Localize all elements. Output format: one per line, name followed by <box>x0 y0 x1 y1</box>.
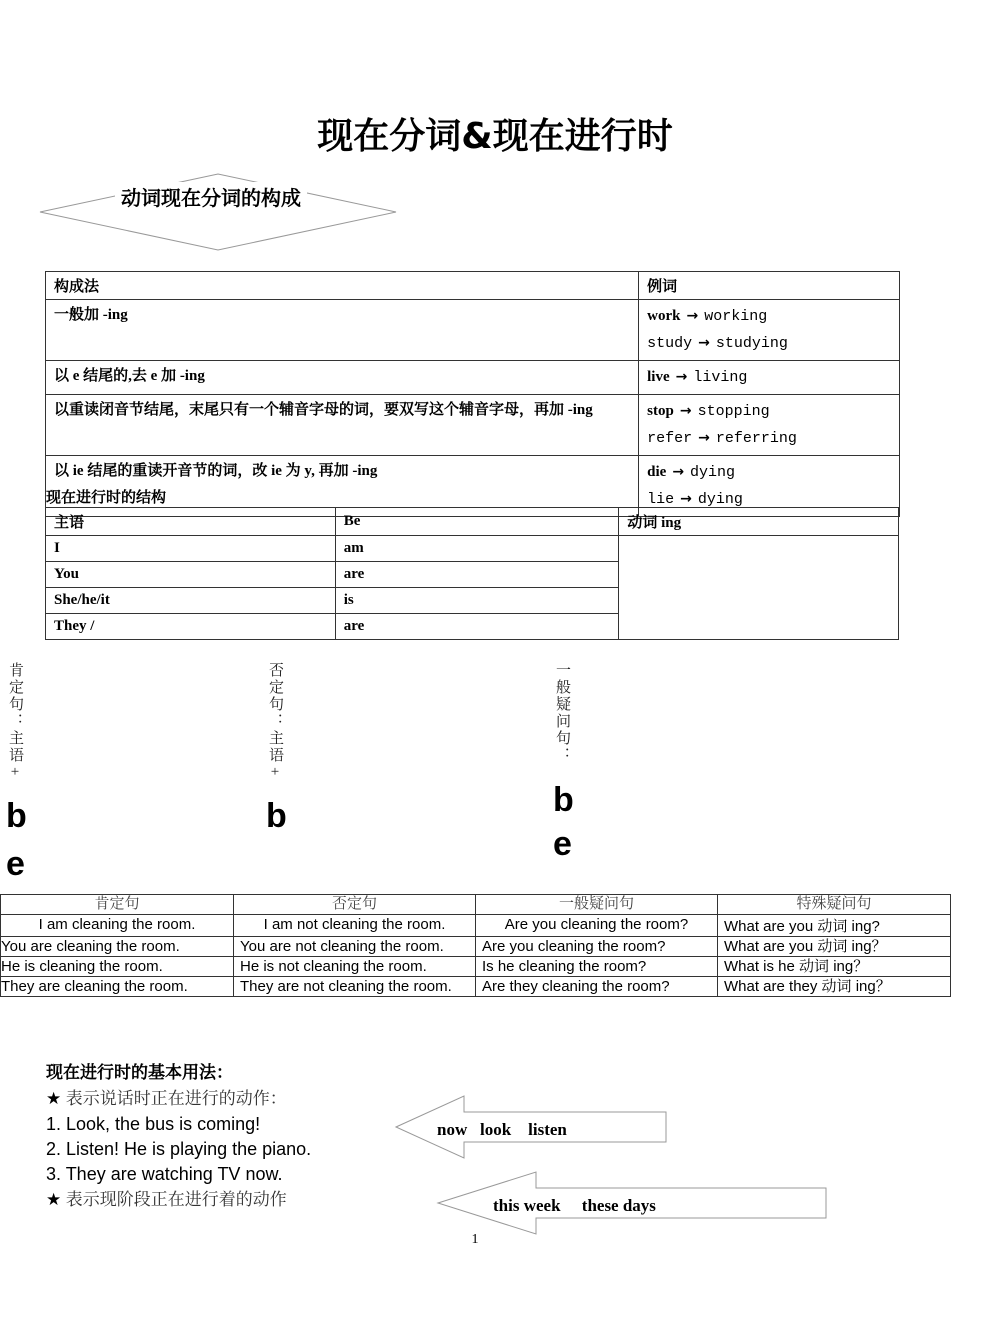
example-base: refer <box>647 430 693 447</box>
wh-question-cell: What are you 动词 ing? <box>718 915 951 937</box>
example-base: die <box>647 464 667 480</box>
table-header-method: 构成法 <box>46 272 639 300</box>
table-header-example: 例词 <box>639 272 900 300</box>
question-cell: Are you cleaning the room? <box>476 915 718 937</box>
affirmative-vertical-label <box>6 662 28 792</box>
affirmative-cell: They are cleaning the room. <box>1 977 234 997</box>
usage-point-1-text: 表示说话时正在进行的动作： <box>65 1089 287 1109</box>
table-row <box>1 937 951 957</box>
table-header-row <box>1 895 951 915</box>
star-icon: ★ <box>46 1089 62 1109</box>
example-base: work <box>647 308 681 324</box>
question-glyph-b: b <box>553 781 574 819</box>
rule-cell: 以 e 结尾的,去 e 加 -ing <box>46 361 639 395</box>
example-ing: dying <box>690 464 736 481</box>
wh-question-cell: What are they 动词 ing？ <box>718 977 951 997</box>
subject-cell: You <box>46 562 336 588</box>
example-item <box>647 398 891 425</box>
right-arrow-icon: → <box>698 335 710 351</box>
usage-point-2 <box>46 1187 311 1213</box>
table-header-subject: 主语 <box>46 508 336 536</box>
negative-vertical-label <box>266 662 288 792</box>
example-base: stop <box>647 403 674 419</box>
table-header-row <box>46 508 899 536</box>
negative-label-text: 否定句：主语+ <box>267 662 283 782</box>
example-base: live <box>647 369 670 385</box>
affirmative-cell: I am cleaning the room. <box>1 915 234 937</box>
page-title: 现在分词&现在进行时 <box>317 116 673 157</box>
table-row <box>46 300 900 361</box>
usage-example: 1. Look, the bus is coming! <box>46 1114 261 1134</box>
example-ing: working <box>704 308 768 325</box>
question-vertical-label <box>553 662 575 780</box>
affirmative-cell: You are cleaning the room. <box>1 937 234 957</box>
example-ing: living <box>693 369 748 386</box>
formation-table <box>45 271 900 517</box>
right-arrow-icon: → <box>680 491 692 507</box>
arrow-label-period-words: this week these days <box>493 1196 656 1215</box>
negative-cell: I am not cleaning the room. <box>234 915 476 937</box>
negative-cell: They are not cleaning the room. <box>234 977 476 997</box>
negative-cell: You are not cleaning the room. <box>234 937 476 957</box>
arrow-label-time-words: now look listen <box>437 1120 567 1139</box>
example-base: study <box>647 335 693 352</box>
subject-cell: She/he/it <box>46 588 336 614</box>
example-cell <box>639 300 900 361</box>
structure-heading: 现在进行时的结构 <box>46 490 167 506</box>
example-ing: studying <box>715 335 788 352</box>
example-item <box>647 364 891 391</box>
table-row <box>1 957 951 977</box>
example-item <box>647 303 891 330</box>
table-row <box>1 915 951 937</box>
example-item <box>647 459 891 486</box>
be-cell: are <box>335 614 619 640</box>
be-cell: is <box>335 588 619 614</box>
usage-example: 3. They are watching TV now. <box>46 1164 283 1184</box>
right-arrow-icon: → <box>679 403 692 419</box>
be-cell: am <box>335 536 619 562</box>
affirmative-label-text: 肯定句：主语+ <box>7 662 23 782</box>
affirmative-glyph-b: b <box>6 797 27 835</box>
right-arrow-icon: → <box>672 464 685 480</box>
verb-ing-cell <box>619 536 899 640</box>
wh-question-cell: What is he 动词 ing？ <box>718 957 951 977</box>
question-cell: Are you cleaning the room? <box>476 937 718 957</box>
affirmative-cell: He is cleaning the room. <box>1 957 234 977</box>
be-cell: are <box>335 562 619 588</box>
example-ing: referring <box>715 430 797 447</box>
question-glyph-e: e <box>553 825 572 863</box>
example-ing: dying <box>697 491 743 508</box>
negative-glyph-b: b <box>266 797 287 835</box>
page-number: 1 <box>471 1232 479 1247</box>
usage-heading: 现在进行时的基本用法： <box>46 1063 233 1083</box>
example-base: lie <box>647 491 675 508</box>
table-row <box>46 361 900 395</box>
usage-example: 2. Listen! He is playing the piano. <box>46 1139 312 1159</box>
right-arrow-icon: → <box>686 308 699 324</box>
example-cell <box>639 395 900 456</box>
usage-point-1 <box>46 1086 311 1112</box>
table-header-yes-no-question: 一般疑问句 <box>476 895 718 915</box>
example-item <box>647 425 891 452</box>
usage-section <box>46 1061 311 1213</box>
table-header-wh-question: 特殊疑问句 <box>718 895 951 915</box>
table-header-affirmative: 肯定句 <box>1 895 234 915</box>
sentence-table <box>0 894 951 997</box>
example-ing: stopping <box>697 403 770 420</box>
example-cell <box>639 361 900 395</box>
example-item <box>647 330 891 357</box>
question-label-text: 一般疑问句： <box>554 662 570 764</box>
usage-point-2-text: 表示现阶段正在进行着的动作 <box>65 1190 287 1210</box>
table-row <box>46 395 900 456</box>
table-header-be: Be <box>335 508 619 536</box>
star-icon: ★ <box>46 1190 62 1210</box>
table-header-negative: 否定句 <box>234 895 476 915</box>
table-row <box>46 536 899 562</box>
table-header-row <box>46 272 900 300</box>
wh-question-cell: What are you 动词 ing？ <box>718 937 951 957</box>
rule-cell: 以 ie 结尾的重读开音节的词，改 ie 为 y, 再加 -ing <box>46 456 639 517</box>
affirmative-glyph-e: e <box>6 845 25 883</box>
negative-cell: He is not cleaning the room. <box>234 957 476 977</box>
formation-label: 动词现在分词的构成 <box>115 182 307 211</box>
question-cell: Is he cleaning the room? <box>476 957 718 977</box>
structure-table <box>45 507 899 640</box>
rule-cell: 一般加 -ing <box>46 300 639 361</box>
subject-cell: I <box>46 536 336 562</box>
table-header-verb-ing: 动词 ing <box>619 508 899 536</box>
question-cell: Are they cleaning the room? <box>476 977 718 997</box>
rule-cell: 以重读闭音节结尾，末尾只有一个辅音字母的词，要双写这个辅音字母，再加 -ing <box>46 395 639 456</box>
table-row <box>1 977 951 997</box>
right-arrow-icon: → <box>698 430 710 446</box>
subject-cell: They / <box>46 614 336 640</box>
right-arrow-icon: → <box>675 369 688 385</box>
